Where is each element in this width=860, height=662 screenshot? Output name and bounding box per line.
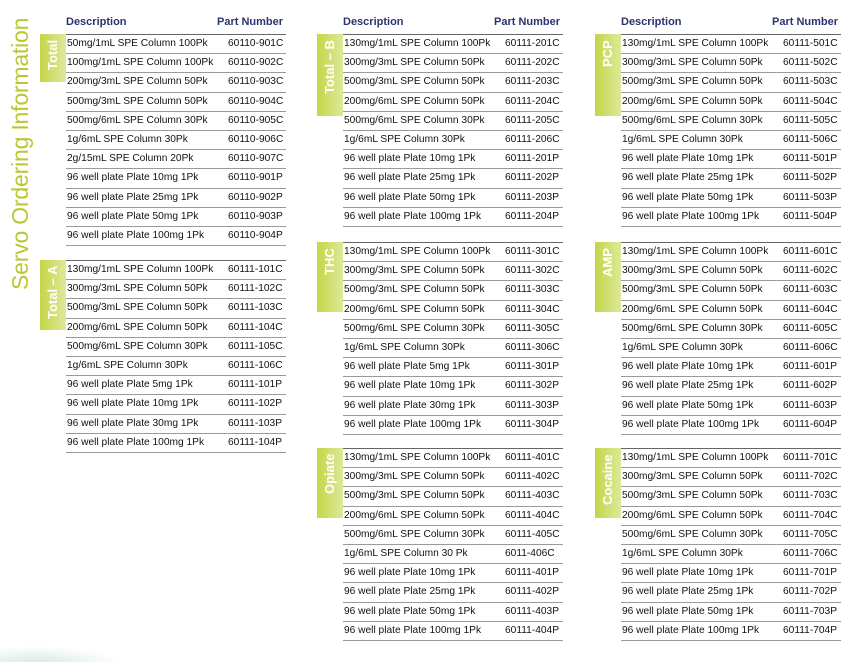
decorative-glow [0,646,120,662]
description-cell: 96 well plate Plate 10mg 1Pk [67,172,199,184]
description-cell: 500mg/3mL SPE Column 50Pk [344,284,485,296]
description-cell: 500mg/6mL SPE Column 30Pk [67,114,208,126]
table-row [621,468,841,487]
table-row [343,507,563,526]
table-row [343,583,563,602]
table-row [621,54,841,73]
table-row [343,320,563,339]
part-number-cell: 60111-606C [783,341,838,353]
table-row [621,507,841,526]
part-number-cell: 60111-704C [783,509,838,521]
description-cell: 500mg/6mL SPE Column 30Pk [344,114,485,126]
description-cell: 96 well plate Plate 25mg 1Pk [344,172,476,184]
table-row [621,169,841,188]
part-number-cell: 60111-304C [505,303,560,315]
table-row [621,487,841,506]
description-cell: 96 well plate Plate 10mg 1Pk [622,361,754,373]
table-row [621,416,841,435]
description-cell: 96 well plate Plate 25mg 1Pk [622,380,754,392]
part-number-cell: 60111-302C [505,265,560,277]
table-row [343,189,563,208]
description-cell: 96 well plate Plate 10mg 1Pk [344,153,476,165]
description-cell: 1g/6mL SPE Column 30Pk [344,341,465,353]
table-row [343,93,563,112]
part-number-cell: 60111-303P [505,399,559,411]
description-cell: 130mg/1mL SPE Column 100Pk [344,38,491,49]
description-cell: 500mg/6mL SPE Column 30Pk [622,528,763,540]
table-row [621,622,841,641]
description-cell: 1g/6mL SPE Column 30Pk [67,359,188,371]
part-number-cell: 60111-501C [783,38,838,49]
description-header: Description [621,16,682,28]
table-row [66,227,286,246]
table-row [621,112,841,131]
table-row [66,54,286,73]
part-number-cell: 60111-102P [228,398,282,410]
description-cell: 96 well plate Plate 50mg 1Pk [67,210,199,222]
description-cell: 96 well plate Plate 30mg 1Pk [67,417,199,429]
description-cell: 96 well plate Plate 100mg 1Pk [67,229,205,241]
description-cell: 500mg/6mL SPE Column 30Pk [344,528,485,540]
part-number-cell: 60111-604C [783,303,838,315]
part-number-cell: 6011-406C [505,547,555,559]
table-row [621,243,841,262]
table-row [343,468,563,487]
part-number-cell: 60111-402P [505,586,559,598]
description-cell: 200mg/6mL SPE Column 50Pk [622,509,763,521]
section-0-0 [40,34,286,246]
description-cell: 96 well plate Plate 5mg 1Pk [67,379,193,391]
description-cell: 96 well plate Plate 10mg 1Pk [344,380,476,392]
description-cell: 96 well plate Plate 100mg 1Pk [622,418,760,430]
part-number-cell: 60111-703C [783,490,838,502]
table-row [621,397,841,416]
part-number-cell: 60111-104P [228,436,282,448]
part-number-cell: 60111-402C [505,471,560,483]
part-number-cell: 60110-901C [228,38,284,49]
part-number-cell: 60110-903C [228,76,284,88]
table-row [343,150,563,169]
table-row [343,208,563,227]
description-cell: 500mg/3mL SPE Column 50Pk [344,490,485,502]
part-number-cell: 60111-103P [228,417,282,429]
description-cell: 96 well plate Plate 25mg 1Pk [344,586,476,598]
table-row [343,112,563,131]
description-cell: 1g/6mL SPE Column 30Pk [622,133,743,145]
section-label: Cocaine [600,454,615,505]
table-row [343,377,563,396]
description-cell: 200mg/3mL SPE Column 50Pk [67,76,208,88]
table-row [343,564,563,583]
description-cell: 130mg/1mL SPE Column 100Pk [67,264,214,275]
table-row [621,73,841,92]
section-label: Total – A [45,265,60,319]
part-number-cell: 60111-303C [505,284,560,296]
part-number-cell: 60111-602C [783,265,838,277]
table-row [66,93,286,112]
product-table [343,242,563,435]
description-header: Description [66,16,127,28]
part-number-cell: 60111-603P [783,399,837,411]
description-cell: 130mg/1mL SPE Column 100Pk [622,38,769,49]
table-row [621,449,841,468]
description-cell: 200mg/6mL SPE Column 50Pk [622,95,763,107]
part-number-cell: 60111-101C [228,264,283,275]
table-row [66,189,286,208]
description-cell: 300mg/3mL SPE Column 50Pk [622,471,763,483]
section-label: Total [45,39,60,70]
description-cell: 200mg/6mL SPE Column 50Pk [622,303,763,315]
table-row [66,169,286,188]
section-0-1 [40,260,286,453]
table-row [621,262,841,281]
part-number-cell: 60111-602P [783,380,837,392]
part-number-cell: 60111-404P [505,624,559,636]
section-label: PCP [600,40,615,67]
section-1-1 [317,242,563,435]
description-cell: 1g/6mL SPE Column 30Pk [622,341,743,353]
part-number-cell: 60111-105C [228,340,283,352]
description-cell: 200mg/6mL SPE Column 50Pk [344,303,485,315]
description-cell: 130mg/1mL SPE Column 100Pk [622,246,769,257]
part-number-cell: 60111-104C [228,321,283,333]
table-row [621,281,841,300]
table-row [343,603,563,622]
part-number-cell: 60111-401C [505,452,560,463]
table-row [66,434,286,453]
table-row [66,395,286,414]
description-cell: 96 well plate Plate 10mg 1Pk [622,153,754,165]
section-label: AMP [600,248,615,277]
part-number-cell: 60110-906C [228,133,284,145]
section-tab [595,448,621,518]
part-number-cell: 60111-501P [783,153,837,165]
table-row [621,35,841,54]
section-tab [595,34,621,116]
table-row [621,301,841,320]
section-tab [40,260,66,330]
description-cell: 96 well plate Plate 100mg 1Pk [67,436,205,448]
description-cell: 300mg/3mL SPE Column 50Pk [622,265,763,277]
description-cell: 96 well plate Plate 50mg 1Pk [622,605,754,617]
part-number-cell: 60111-705C [783,528,838,540]
description-cell: 96 well plate Plate 25mg 1Pk [67,191,199,203]
table-row [343,449,563,468]
part-number-cell: 60111-101P [228,379,282,391]
section-tab [595,242,621,312]
part-number-cell: 60111-706C [783,547,838,559]
description-cell: 130mg/1mL SPE Column 100Pk [622,452,769,463]
table-row [621,358,841,377]
description-cell: 96 well plate Plate 50mg 1Pk [622,399,754,411]
part-number-cell: 60111-504C [783,95,838,107]
table-row [621,377,841,396]
product-table [343,448,563,641]
part-number-cell: 60111-305C [505,322,560,334]
part-number-cell: 60111-404C [505,509,560,521]
description-cell: 96 well plate Plate 100mg 1Pk [622,210,760,222]
part-number-cell: 60111-403P [505,605,559,617]
description-cell: 96 well plate Plate 100mg 1Pk [344,418,482,430]
description-cell: 130mg/1mL SPE Column 100Pk [344,246,491,257]
part-number-cell: 60110-907C [228,153,284,165]
table-row [343,397,563,416]
table-row [66,35,286,54]
description-cell: 500mg/6mL SPE Column 30Pk [67,340,208,352]
part-number-cell: 60111-103C [228,302,283,314]
table-row [343,73,563,92]
section-tab [317,34,343,116]
description-cell: 1g/6mL SPE Column 30Pk [344,133,465,145]
table-row [621,150,841,169]
description-cell: 500mg/3mL SPE Column 50Pk [622,490,763,502]
part-number-cell: 60111-102C [228,283,283,295]
description-cell: 500mg/3mL SPE Column 50Pk [622,76,763,88]
part-number-cell: 60111-106C [228,359,283,371]
description-cell: 96 well plate Plate 10mg 1Pk [622,567,754,579]
table-row [66,131,286,150]
part-number-cell: 60111-304P [505,418,559,430]
product-table [343,34,563,227]
description-cell: 500mg/3mL SPE Column 50Pk [67,95,208,107]
part-number-cell: 60111-203C [505,76,560,88]
description-cell: 96 well plate Plate 10mg 1Pk [67,398,199,410]
table-row [343,301,563,320]
description-cell: 200mg/6mL SPE Column 50Pk [344,95,485,107]
description-cell: 96 well plate Plate 30mg 1Pk [344,399,476,411]
product-table [66,260,286,453]
part-number-header: Part Number [772,16,839,28]
section-label: Opiate [322,453,337,494]
description-cell: 96 well plate Plate 5mg 1Pk [344,361,470,373]
table-row [621,603,841,622]
product-table [621,242,841,435]
part-number-cell: 60111-604P [783,418,837,430]
table-row [343,358,563,377]
description-header: Description [343,16,404,28]
part-number-cell: 60110-905C [228,114,284,126]
table-row [621,93,841,112]
part-number-cell: 60111-502P [783,172,837,184]
description-cell: 96 well plate Plate 25mg 1Pk [622,586,754,598]
part-number-cell: 60111-301C [505,246,560,257]
part-number-cell: 60110-902P [228,191,283,203]
table-row [343,35,563,54]
part-number-cell: 60110-903P [228,210,283,222]
product-table [621,34,841,227]
part-number-header: Part Number [494,16,561,28]
table-row [621,583,841,602]
description-cell: 96 well plate Plate 10mg 1Pk [344,567,476,579]
section-2-1 [595,242,841,435]
table-row [621,526,841,545]
part-number-cell: 60111-601C [783,246,838,257]
description-cell: 200mg/6mL SPE Column 50Pk [67,321,208,333]
page-title: Servo Ordering Information [7,17,33,290]
table-row [66,338,286,357]
table-row [621,564,841,583]
table-row [621,545,841,564]
table-row [343,339,563,358]
part-number-cell: 60111-306C [505,341,560,353]
part-number-cell: 60111-504P [783,210,837,222]
part-number-cell: 60111-505C [783,114,838,126]
part-number-cell: 60111-204C [505,95,560,107]
table-row [66,150,286,169]
part-number-cell: 60111-503C [783,76,838,88]
part-number-cell: 60111-201C [505,38,560,49]
table-row [66,280,286,299]
section-2-0 [595,34,841,227]
table-row [343,169,563,188]
description-cell: 300mg/3mL SPE Column 50Pk [622,57,763,69]
part-number-cell: 60111-302P [505,380,559,392]
table-row [343,243,563,262]
table-row [66,261,286,280]
table-row [621,320,841,339]
description-cell: 1g/6mL SPE Column 30Pk [622,547,743,559]
description-cell: 50mg/1mL SPE Column 100Pk [67,38,208,49]
part-number-cell: 60111-601P [783,361,837,373]
description-cell: 1g/6mL SPE Column 30Pk [67,133,188,145]
description-cell: 300mg/3mL SPE Column 50Pk [344,471,485,483]
table-row [343,262,563,281]
table-row [621,339,841,358]
part-number-cell: 60111-605C [783,322,838,334]
part-number-cell: 60111-405C [505,528,560,540]
part-number-cell: 60111-503P [783,191,837,203]
part-number-cell: 60111-203P [505,191,559,203]
description-cell: 200mg/6mL SPE Column 50Pk [344,509,485,521]
description-cell: 96 well plate Plate 50mg 1Pk [344,191,476,203]
table-row [66,73,286,92]
table-row [343,526,563,545]
part-number-cell: 60111-205C [505,114,560,126]
table-row [66,299,286,318]
table-row [66,357,286,376]
table-row [343,131,563,150]
section-1-0 [317,34,563,227]
part-number-cell: 60110-902C [228,57,284,69]
description-cell: 2g/15mL SPE Column 20Pk [67,153,194,165]
description-cell: 96 well plate Plate 50mg 1Pk [622,191,754,203]
description-cell: 130mg/1mL SPE Column 100Pk [344,452,491,463]
table-row [66,112,286,131]
section-1-2 [317,448,563,641]
description-cell: 1g/6mL SPE Column 30 Pk [344,547,468,559]
description-cell: 96 well plate Plate 100mg 1Pk [344,210,482,222]
product-table [621,448,841,641]
description-cell: 500mg/3mL SPE Column 50Pk [67,302,208,314]
part-number-cell: 60111-702C [783,471,838,483]
part-number-cell: 60111-702P [783,586,837,598]
table-row [66,208,286,227]
description-cell: 500mg/3mL SPE Column 50Pk [344,76,485,88]
part-number-cell: 60111-506C [783,133,838,145]
part-number-cell: 60110-904C [228,95,284,107]
description-cell: 96 well plate Plate 100mg 1Pk [344,624,482,636]
description-cell: 96 well plate Plate 50mg 1Pk [344,605,476,617]
description-cell: 500mg/6mL SPE Column 30Pk [622,114,763,126]
table-row [343,622,563,641]
table-row [621,131,841,150]
table-row [66,319,286,338]
part-number-header: Part Number [217,16,284,28]
part-number-cell: 60111-206C [505,133,560,145]
section-label: Total – B [322,40,337,94]
table-row [343,487,563,506]
part-number-cell: 60111-603C [783,284,838,296]
section-label: THC [322,248,337,275]
table-row [343,545,563,564]
table-row [621,208,841,227]
product-table [66,34,286,246]
part-number-cell: 60110-901P [228,172,283,184]
section-tab [40,34,66,82]
part-number-cell: 60111-703P [783,605,837,617]
part-number-cell: 60111-704P [783,624,837,636]
section-tab [317,448,343,518]
part-number-cell: 60111-502C [783,57,838,69]
description-cell: 500mg/6mL SPE Column 30Pk [344,322,485,334]
description-cell: 100mg/1mL SPE Column 100Pk [67,57,214,69]
table-row [66,415,286,434]
description-cell: 300mg/3mL SPE Column 50Pk [344,265,485,277]
table-row [66,376,286,395]
description-cell: 500mg/3mL SPE Column 50Pk [622,284,763,296]
table-row [621,189,841,208]
part-number-cell: 60111-201P [505,153,559,165]
part-number-cell: 60110-904P [228,229,283,241]
part-number-cell: 60111-202C [505,57,560,69]
part-number-cell: 60111-401P [505,567,559,579]
section-2-2 [595,448,841,641]
description-cell: 300mg/3mL SPE Column 50Pk [67,283,208,295]
table-row [343,281,563,300]
part-number-cell: 60111-701C [783,452,838,463]
part-number-cell: 60111-204P [505,210,559,222]
section-tab [317,242,343,312]
part-number-cell: 60111-701P [783,567,837,579]
part-number-cell: 60111-403C [505,490,560,502]
description-cell: 96 well plate Plate 100mg 1Pk [622,624,760,636]
description-cell: 96 well plate Plate 25mg 1Pk [622,172,754,184]
description-cell: 300mg/3mL SPE Column 50Pk [344,57,485,69]
table-row [343,416,563,435]
description-cell: 500mg/6mL SPE Column 30Pk [622,322,763,334]
table-row [343,54,563,73]
part-number-cell: 60111-301P [505,361,559,373]
part-number-cell: 60111-202P [505,172,559,184]
